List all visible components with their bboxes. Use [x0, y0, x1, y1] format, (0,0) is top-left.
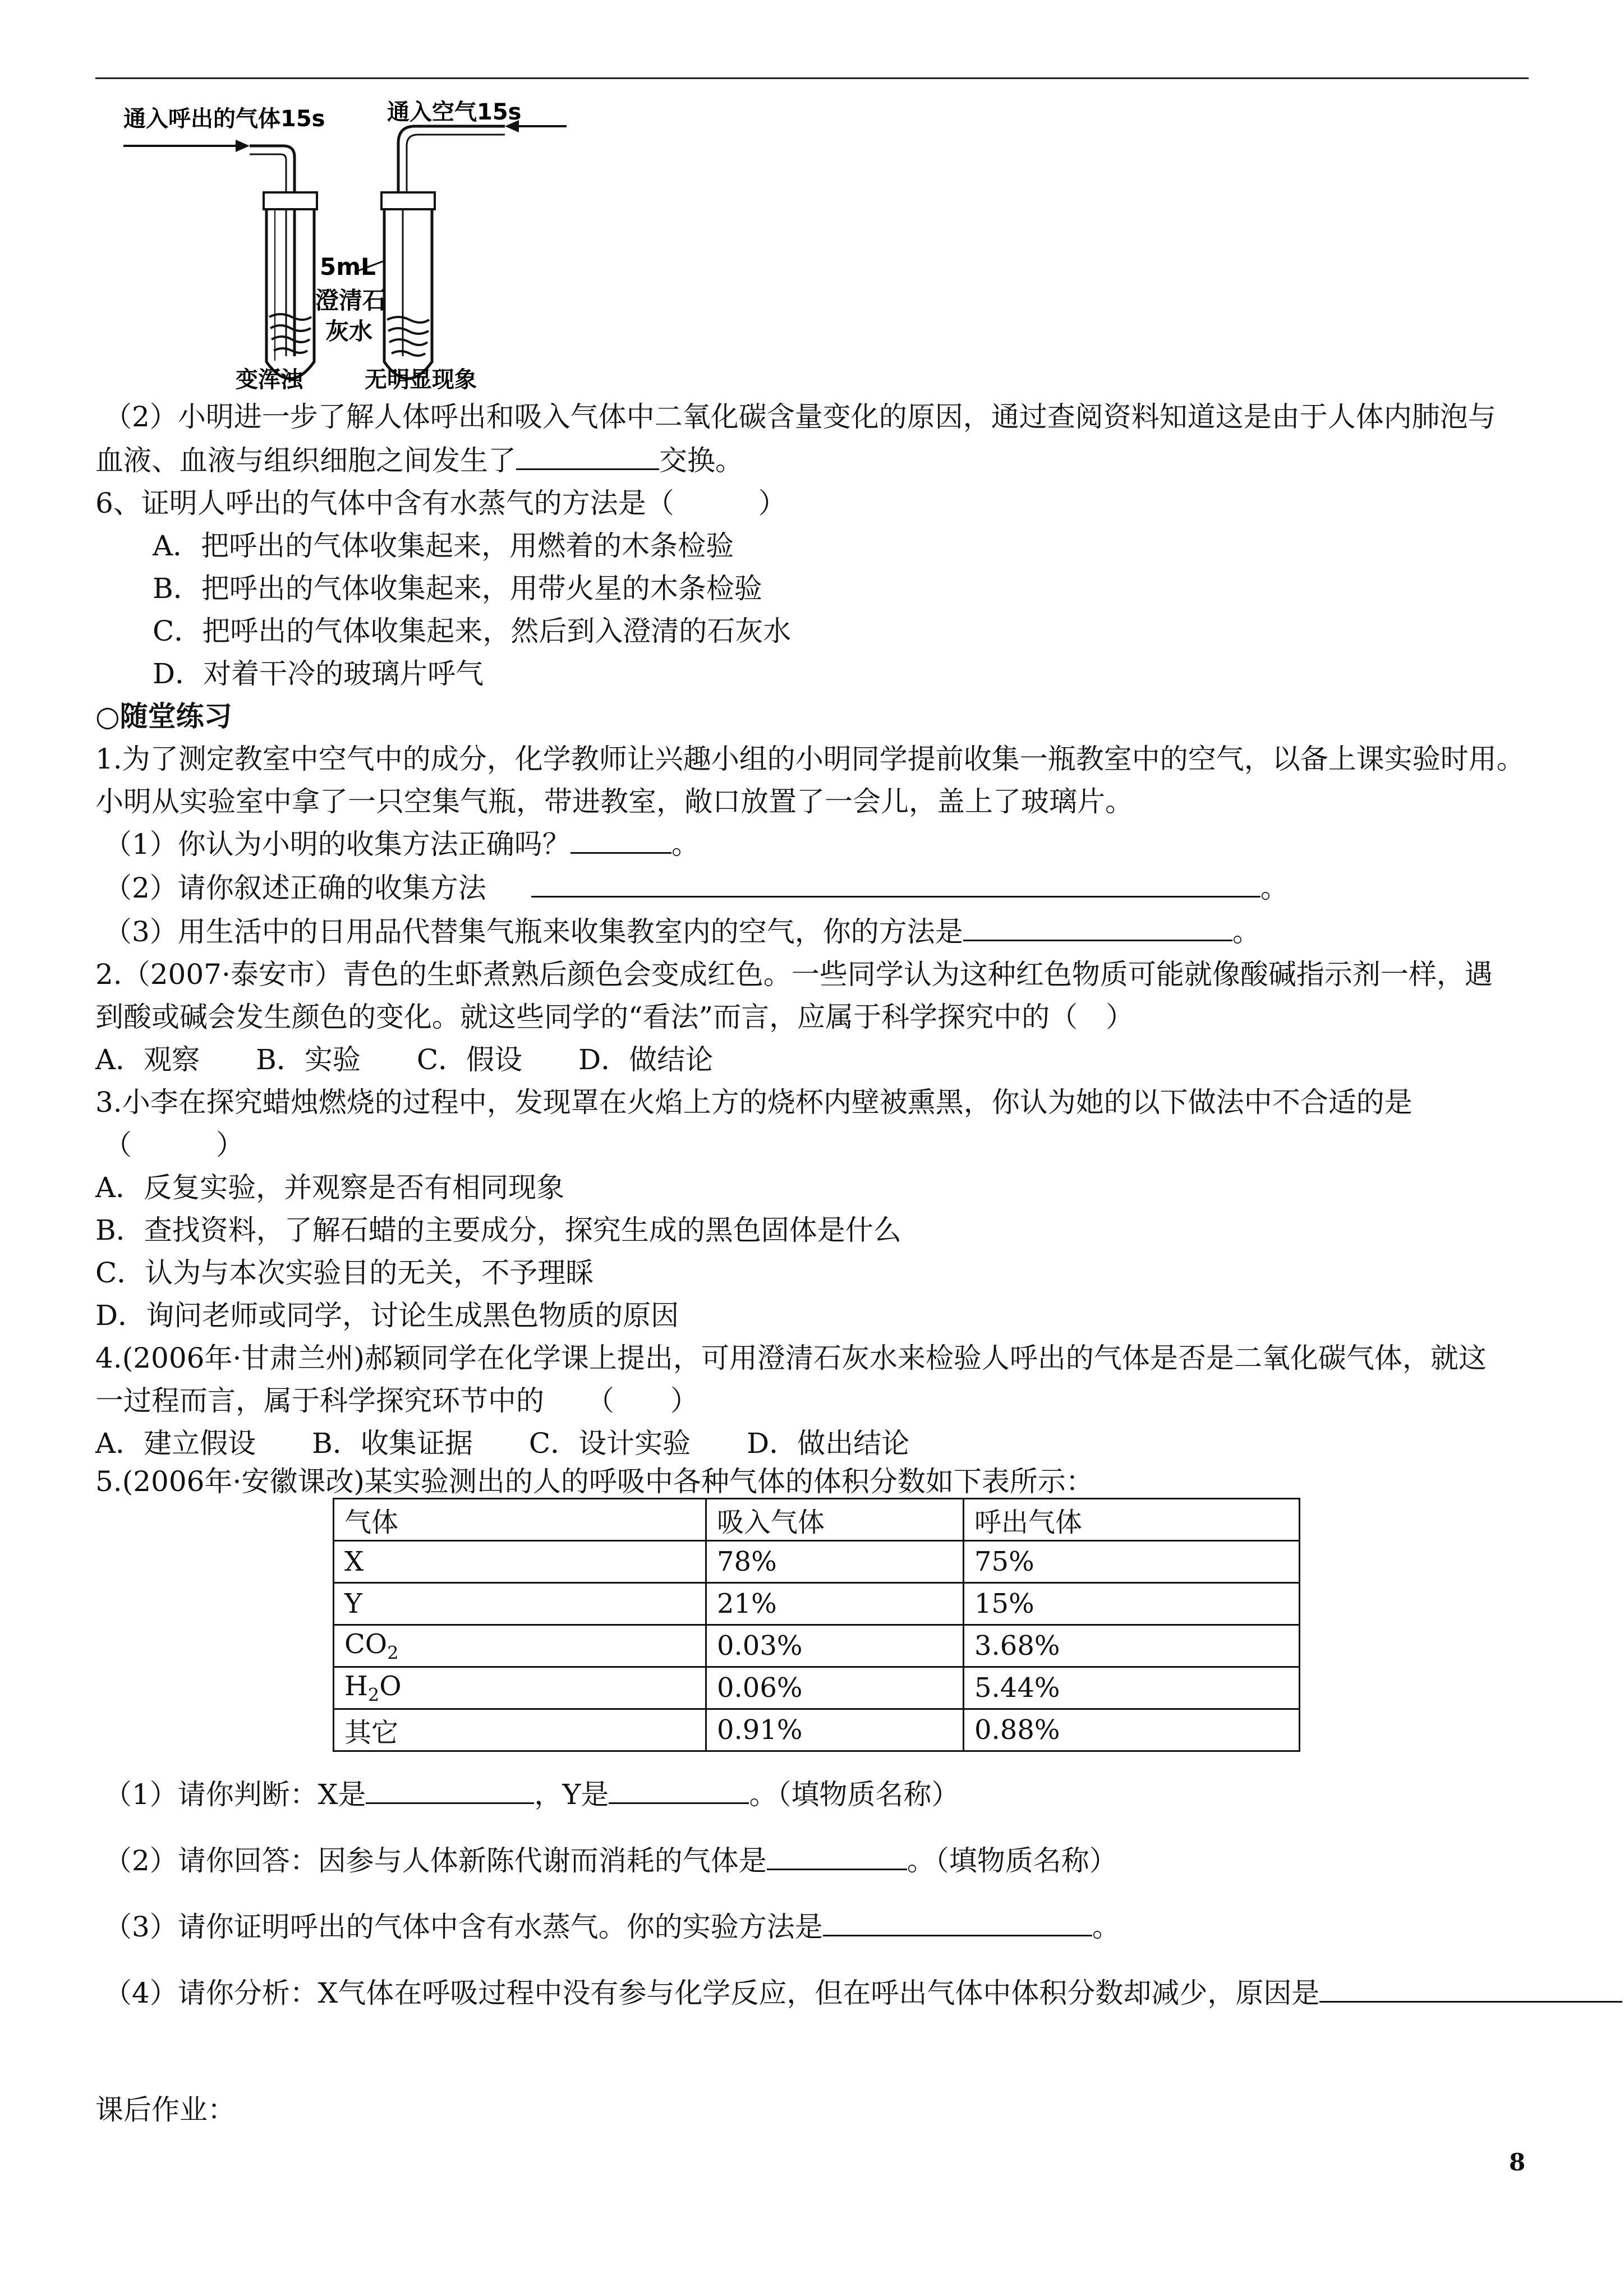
- p5-stem: 5.(2006年·安徽课改)某实验测出的人的呼吸中各种气体的体积分数如下表所示：: [95, 1465, 1094, 1498]
- co2-subscript: 2: [387, 1642, 399, 1664]
- q5-2-line2-before: 血液、血液与组织细胞之间发生了: [95, 444, 516, 477]
- q5-2-blank[interactable]: [516, 444, 659, 470]
- table-row: [334, 1667, 1300, 1709]
- p5-sub2-blank[interactable]: [767, 1844, 907, 1870]
- p1-sub2-blank[interactable]: [531, 871, 1260, 898]
- table-cell: 0.03%: [706, 1625, 964, 1667]
- p1-sub2: [104, 871, 1289, 905]
- figure-result-right: 无明显现象: [365, 367, 477, 393]
- table-cell: 0.91%: [706, 1709, 964, 1751]
- table-cell: 3.68%: [964, 1625, 1300, 1667]
- p4-options: A．建立假设 B．收集证据 C．设计实验 D．做出结论: [95, 1427, 910, 1460]
- p5-sub1-blank-x[interactable]: [366, 1778, 534, 1804]
- right-inlet-pipe: [398, 126, 505, 194]
- table-row: [334, 1583, 1300, 1625]
- q6-stem: 6、证明人呼出的气体中含有水蒸气的方法是（ ）: [95, 487, 786, 519]
- gas-table: [333, 1498, 1300, 1752]
- table-header-row: [334, 1499, 1300, 1541]
- p1-sub3-blank[interactable]: [963, 915, 1232, 941]
- table-cell-co2: [334, 1625, 706, 1667]
- p1-sub3-before: （3）用生活中的日用品代替集气瓶来收集教室内的空气，你的方法是: [104, 915, 963, 948]
- table-cell: 0.06%: [706, 1667, 964, 1709]
- table-row: [334, 1541, 1300, 1583]
- q6-option-c: C．把呼出的气体收集起来，然后到入澄清的石灰水: [153, 615, 792, 647]
- left-stopper: [264, 192, 317, 209]
- figure-label-reagent-1: 澄清石: [315, 287, 387, 314]
- p1-sub2-before: （2）请你叙述正确的收集方法: [104, 872, 486, 904]
- figure-label-right: 通入空气15s: [387, 99, 522, 125]
- q6-option-b: B．把呼出的气体收集起来，用带火星的木条检验: [153, 572, 762, 605]
- table-header-cell: 吸入气体: [706, 1499, 964, 1541]
- table-row: [334, 1625, 1300, 1667]
- experiment-figure: [112, 93, 572, 395]
- p3-option-a: A．反复实验，并观察是否有相同现象: [95, 1171, 565, 1204]
- table-cell: 0.88%: [964, 1709, 1300, 1751]
- homework-heading: 课后作业：: [95, 2093, 236, 2126]
- section-title: ○随堂练习: [95, 700, 232, 733]
- left-liquid-turbid: [269, 314, 311, 353]
- p5-sub2-a: （2）请你回答：因参与人体新陈代谢而消耗的气体是: [104, 1844, 767, 1877]
- p5-sub3-a: （3）请你证明呼出的气体中含有水蒸气。你的实验方法是: [104, 1911, 823, 1943]
- q5-2-line2: [95, 443, 743, 478]
- q5-2-line1: （2）小明进一步了解人体呼出和吸入气体中二氧化碳含量变化的原因，通过查阅资料知道这是由于人体内肺泡与: [104, 401, 1496, 433]
- p1-sub1: [104, 827, 700, 862]
- p2-line1: 2.（2007·泰安市）青色的生虾煮熟后颜色会变成红色。一些同学认为这种红色物质可能就像酸碱指示剂一样，遇: [95, 958, 1493, 991]
- p5-sub1-c: 。（填物质名称）: [749, 1778, 960, 1811]
- q6-option-a: A．把呼出的气体收集起来，用燃着的木条检验: [153, 530, 734, 562]
- right-liquid: [387, 317, 429, 356]
- p1-sub3: [104, 914, 1260, 949]
- table-cell: 其它: [334, 1709, 706, 1751]
- p5-sub1-b: ，Y是: [534, 1778, 609, 1811]
- p1-sub1-before: （1）你认为小明的收集方法正确吗？: [104, 828, 571, 861]
- p5-sub4-blank[interactable]: [1319, 1976, 1622, 2003]
- figure-result-left: 变浑浊: [236, 367, 303, 393]
- right-stopper: [381, 192, 435, 209]
- p1-line1: 1.为了测定教室中空气中的成分，化学教师让兴趣小组的小明同学提前收集一瓶教室中的空气，以备上课实验时用。: [95, 743, 1525, 775]
- header-rule: [95, 77, 1529, 79]
- p3-line1: 3.小李在探究蜡烛燃烧的过程中，发现罩在火焰上方的烧杯内壁被熏黑，你认为她的以下做法中不合适的是: [95, 1086, 1413, 1119]
- table-cell: 21%: [706, 1583, 964, 1625]
- table-row: [334, 1709, 1300, 1751]
- page-number: 8: [1509, 2148, 1526, 2176]
- q5-2-line2-after: 交换。: [659, 444, 743, 477]
- p4-line1: 4.(2006年·甘肃兰州)郝颖同学在化学课上提出，可用澄清石灰水来检验人呼出的气体是否是二氧化碳气体，就这: [95, 1342, 1487, 1374]
- figure-label-volume: 5mL: [320, 253, 376, 280]
- p3-option-c: C．认为与本次实验目的无关，不予理睬: [95, 1257, 594, 1289]
- q6-option-d: D．对着干冷的玻璃片呼气: [153, 657, 484, 690]
- co2-label: CO: [344, 1628, 388, 1660]
- table-header-cell: 气体: [334, 1499, 706, 1541]
- p5-sub1-blank-y[interactable]: [609, 1778, 749, 1804]
- figure-label-left: 通入呼出的气体15s: [123, 106, 325, 132]
- h2o-tail: O: [379, 1670, 402, 1702]
- p5-sub2-b: 。（填物质名称）: [907, 1844, 1117, 1877]
- table-cell: 78%: [706, 1541, 964, 1583]
- p3-option-d: D．询问老师或同学，讨论生成黑色物质的原因: [95, 1299, 679, 1332]
- arrow-left-head: [236, 140, 250, 152]
- table-cell-h2o: [334, 1667, 706, 1709]
- p5-sub1-a: （1）请你判断：X是: [104, 1778, 366, 1811]
- table-cell: 75%: [964, 1541, 1300, 1583]
- table-header-cell: 呼出气体: [964, 1499, 1300, 1541]
- p1-sub3-after: 。: [1232, 915, 1260, 948]
- table-cell: Y: [334, 1583, 706, 1625]
- p5-sub4-a: （4）请你分析：X气体在呼吸过程中没有参与化学反应，但在呼出气体中体积分数却减少，原因是: [104, 1977, 1320, 2009]
- p5-sub2: [104, 1843, 1117, 1878]
- p5-sub1: [104, 1777, 959, 1812]
- p5-sub3-b: 。: [1092, 1911, 1120, 1943]
- right-inlet-pipe-inner: [407, 135, 505, 194]
- p5-sub3-blank[interactable]: [823, 1910, 1092, 1936]
- p1-sub1-blank[interactable]: [571, 827, 671, 854]
- p3-line2: （ ）: [104, 1129, 244, 1161]
- p5-sub3: [104, 1910, 1120, 1944]
- left-inlet-pipe: [250, 146, 295, 356]
- table-cell: 15%: [964, 1583, 1300, 1625]
- left-test-tube: [266, 209, 314, 379]
- p4-line2: 一过程而言，属于科学探究环节中的 （ ）: [95, 1384, 698, 1417]
- table-cell: X: [334, 1541, 706, 1583]
- table-cell: 5.44%: [964, 1667, 1300, 1709]
- p2-options: A．观察 B．实验 C．假设 D．做结论: [95, 1043, 714, 1076]
- figure-label-reagent-2: 灰水: [325, 318, 373, 345]
- p2-line2: 到酸或碱会发生颜色的变化。就这些同学的“看法”而言，应属于科学探究中的（ ）: [95, 1001, 1134, 1033]
- h2o-subscript: 2: [367, 1684, 380, 1706]
- p1-sub1-after: 。: [671, 828, 700, 861]
- p3-option-b: B．查找资料，了解石蜡的主要成分，探究生成的黑色固体是什么: [95, 1214, 901, 1246]
- h2o-label: H: [344, 1670, 368, 1702]
- p1-sub2-after: 。: [1260, 872, 1289, 904]
- p5-sub4: [104, 1976, 1622, 2010]
- p1-line2: 小明从实验室中拿了一只空集气瓶，带进教室，敞口放置了一会儿，盖上了玻璃片。: [95, 785, 1133, 818]
